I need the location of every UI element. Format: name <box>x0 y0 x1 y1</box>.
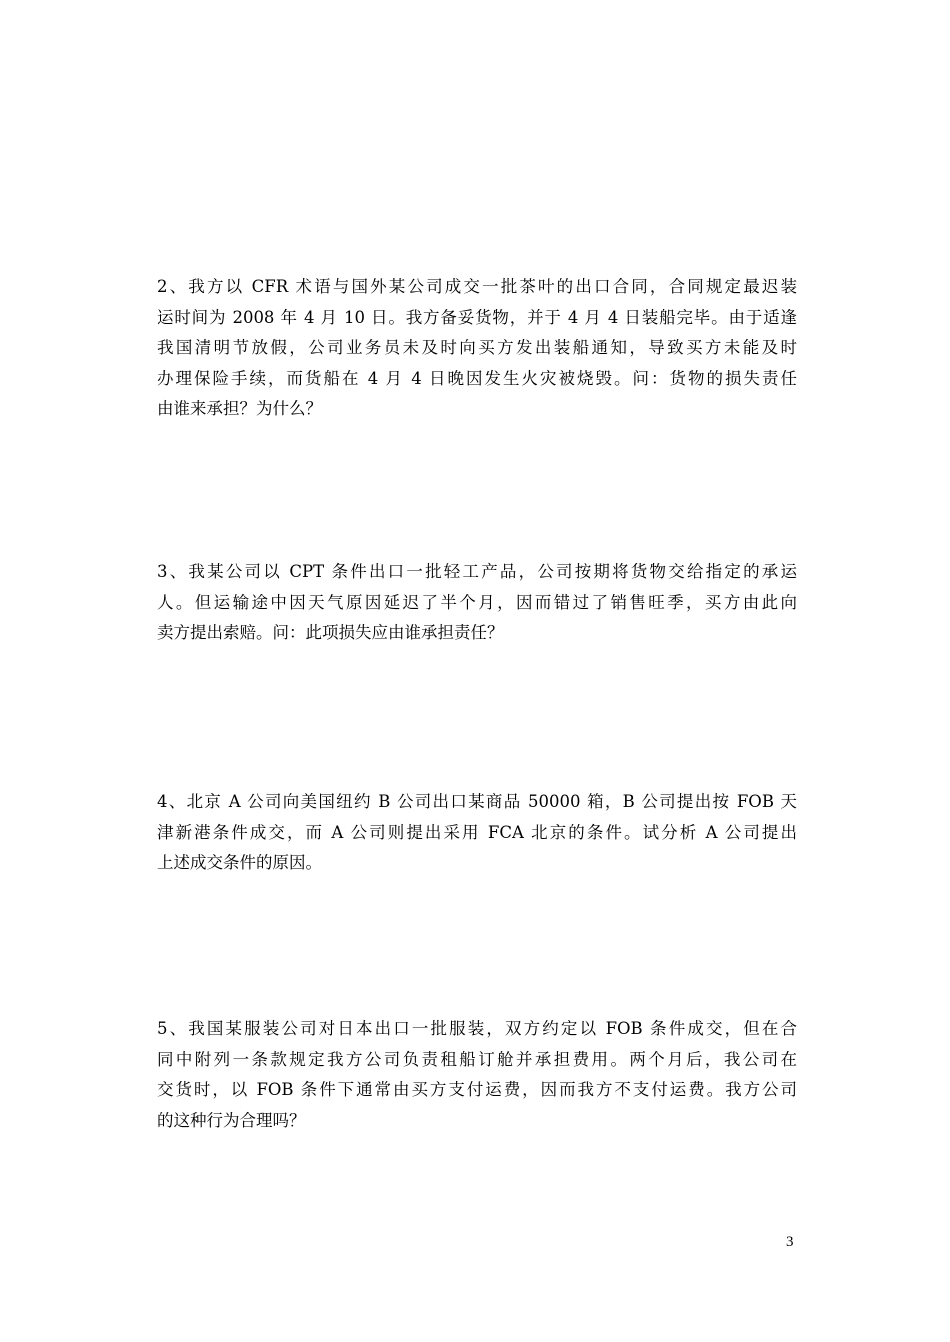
question-5-line-2: 同中附列一条款规定我方公司负责租船订舱并承担费用。两个月后，我公司在 <box>157 1049 797 1069</box>
question-4-line-2: 津新港条件成交，而 A 公司则提出采用 FCA 北京的条件。试分析 A 公司提出 <box>157 822 797 842</box>
question-2-line-3: 我国清明节放假，公司业务员未及时向买方发出装船通知，导致买方未能及时 <box>157 338 797 357</box>
question-3-line-3: 卖方提出索赔。问：此项损失应由谁承担责任？ <box>157 623 504 642</box>
question-2-line-5: 由谁来承担？为什么？ <box>157 399 322 418</box>
question-2-line-1: 2、我方以 CFR 术语与国外某公司成交一批茶叶的出口合同，合同规定最迟装 <box>157 277 797 296</box>
question-5-line-3: 交货时，以 FOB 条件下通常由买方支付运费，因而我方不支付运费。我方公司 <box>157 1080 797 1099</box>
question-4 <box>157 787 797 879</box>
page-number: 3 <box>786 1234 794 1250</box>
question-3-line-2: 人。但运输途中因天气原因延迟了半个月，因而错过了销售旺季，买方由此向 <box>157 592 797 612</box>
question-5-line-4: 的这种行为合理吗？ <box>157 1110 306 1130</box>
question-2-line-4: 办理保险手续，而货船在 4 月 4 日晚因发生火灾被烧毁。问：货物的损失责任 <box>157 368 797 388</box>
question-4-line-3: 上述成交条件的原因。 <box>157 853 322 872</box>
question-3-line-1: 3、我某公司以 CPT 条件出口一批轻工产品，公司按期将货物交给指定的承运 <box>157 562 797 581</box>
question-2 <box>157 272 797 425</box>
question-5-line-1: 5、我国某服装公司对日本出口一批服装，双方约定以 FOB 条件成交，但在合 <box>157 1019 797 1038</box>
question-4-line-1: 4、北京 A 公司向美国纽约 B 公司出口某商品 50000 箱，B 公司提出按 FOB 天 <box>157 792 797 811</box>
question-5 <box>157 1014 797 1136</box>
question-3 <box>157 557 797 649</box>
question-2-line-2: 运时间为 2008 年 4 月 10 日。我方备妥货物，并于 4 月 4 日装船完毕。由于适逢 <box>157 307 797 327</box>
